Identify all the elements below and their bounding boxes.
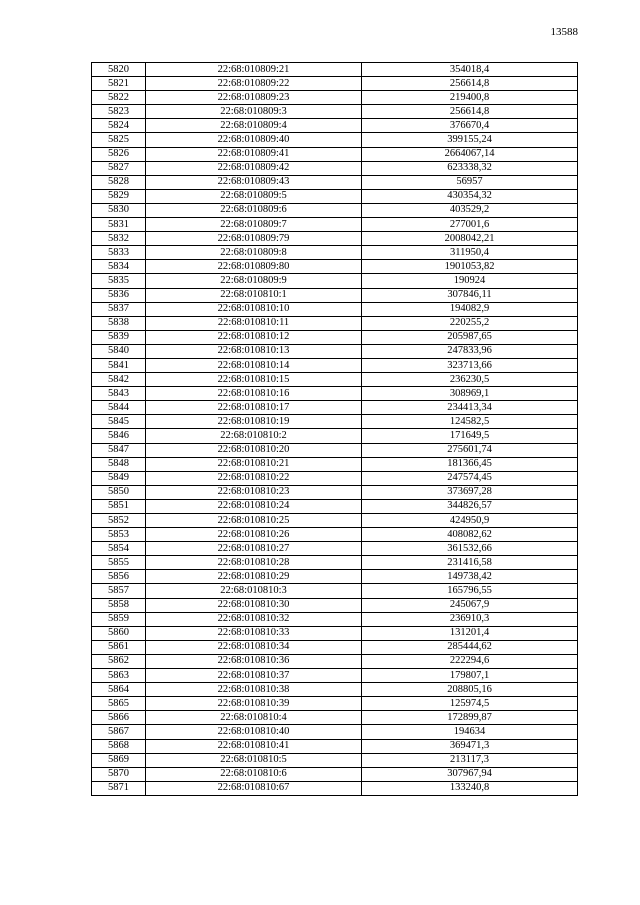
row-number-cell: 5847 — [92, 443, 146, 457]
row-number-cell: 5850 — [92, 485, 146, 499]
value-cell: 236910,3 — [362, 612, 578, 626]
table-row — [92, 147, 578, 161]
table-row — [92, 344, 578, 358]
cadastral-number-cell: 22:68:010810:13 — [146, 344, 362, 358]
value-cell: 308969,1 — [362, 387, 578, 401]
cadastral-number-cell: 22:68:010810:24 — [146, 499, 362, 513]
cadastral-number-cell: 22:68:010809:6 — [146, 203, 362, 217]
value-cell: 165796,55 — [362, 584, 578, 598]
row-number-cell: 5871 — [92, 781, 146, 795]
row-number-cell: 5841 — [92, 358, 146, 372]
table-row — [92, 373, 578, 387]
value-cell: 208805,16 — [362, 683, 578, 697]
row-number-cell: 5834 — [92, 260, 146, 274]
row-number-cell: 5830 — [92, 203, 146, 217]
row-number-cell: 5822 — [92, 91, 146, 105]
cadastral-number-cell: 22:68:010810:38 — [146, 683, 362, 697]
cadastral-number-cell: 22:68:010810:20 — [146, 443, 362, 457]
table-row — [92, 274, 578, 288]
table-row — [92, 683, 578, 697]
row-number-cell: 5827 — [92, 161, 146, 175]
cadastral-number-cell: 22:68:010810:19 — [146, 415, 362, 429]
value-cell: 236230,5 — [362, 373, 578, 387]
cadastral-number-cell: 22:68:010809:3 — [146, 105, 362, 119]
cadastral-number-cell: 22:68:010810:1 — [146, 288, 362, 302]
table-row — [92, 260, 578, 274]
row-number-cell: 5838 — [92, 316, 146, 330]
table-row — [92, 63, 578, 77]
value-cell: 344826,57 — [362, 499, 578, 513]
table-row — [92, 725, 578, 739]
row-number-cell: 5853 — [92, 528, 146, 542]
value-cell: 247833,96 — [362, 344, 578, 358]
row-number-cell: 5860 — [92, 626, 146, 640]
row-number-cell: 5867 — [92, 725, 146, 739]
cadastral-number-cell: 22:68:010810:2 — [146, 429, 362, 443]
cadastral-number-cell: 22:68:010810:32 — [146, 612, 362, 626]
table-row — [92, 232, 578, 246]
table-row — [92, 711, 578, 725]
value-cell: 245067,9 — [362, 598, 578, 612]
row-number-cell: 5837 — [92, 302, 146, 316]
cadastral-number-cell: 22:68:010809:40 — [146, 133, 362, 147]
value-cell: 369471,3 — [362, 739, 578, 753]
row-number-cell: 5842 — [92, 373, 146, 387]
row-number-cell: 5831 — [92, 218, 146, 232]
table-row — [92, 429, 578, 443]
row-number-cell: 5843 — [92, 387, 146, 401]
row-number-cell: 5865 — [92, 697, 146, 711]
page-number: 13588 — [550, 26, 578, 38]
row-number-cell: 5824 — [92, 119, 146, 133]
value-cell: 171649,5 — [362, 429, 578, 443]
value-cell: 403529,2 — [362, 203, 578, 217]
cadastral-number-cell: 22:68:010810:15 — [146, 373, 362, 387]
cadastral-number-cell: 22:68:010810:30 — [146, 598, 362, 612]
cadastral-number-cell: 22:68:010810:23 — [146, 485, 362, 499]
cadastral-number-cell: 22:68:010810:29 — [146, 570, 362, 584]
value-cell: 623338,32 — [362, 161, 578, 175]
table-row — [92, 246, 578, 260]
cadastral-number-cell: 22:68:010810:36 — [146, 654, 362, 668]
row-number-cell: 5836 — [92, 288, 146, 302]
row-number-cell: 5859 — [92, 612, 146, 626]
value-cell: 256614,8 — [362, 105, 578, 119]
cadastral-number-cell: 22:68:010810:12 — [146, 330, 362, 344]
table-row — [92, 119, 578, 133]
row-number-cell: 5849 — [92, 471, 146, 485]
table-row — [92, 302, 578, 316]
cadastral-number-cell: 22:68:010810:40 — [146, 725, 362, 739]
cadastral-number-cell: 22:68:010810:22 — [146, 471, 362, 485]
table-row — [92, 499, 578, 513]
table-row — [92, 626, 578, 640]
table-row — [92, 612, 578, 626]
value-cell: 220255,2 — [362, 316, 578, 330]
value-cell: 219400,8 — [362, 91, 578, 105]
cadastral-number-cell: 22:68:010810:26 — [146, 528, 362, 542]
value-cell: 2008042,21 — [362, 232, 578, 246]
table-row — [92, 584, 578, 598]
row-number-cell: 5835 — [92, 274, 146, 288]
cadastral-number-cell: 22:68:010809:5 — [146, 189, 362, 203]
row-number-cell: 5870 — [92, 767, 146, 781]
table-row — [92, 654, 578, 668]
value-cell: 149738,42 — [362, 570, 578, 584]
value-cell: 125974,5 — [362, 697, 578, 711]
table-row — [92, 542, 578, 556]
cadastral-number-cell: 22:68:010810:27 — [146, 542, 362, 556]
row-number-cell: 5866 — [92, 711, 146, 725]
value-cell: 399155,24 — [362, 133, 578, 147]
value-cell: 194634 — [362, 725, 578, 739]
value-cell: 194082,9 — [362, 302, 578, 316]
value-cell: 190924 — [362, 274, 578, 288]
cadastral-number-cell: 22:68:010809:42 — [146, 161, 362, 175]
cadastral-number-cell: 22:68:010810:6 — [146, 767, 362, 781]
table-row — [92, 443, 578, 457]
cadastral-number-cell: 22:68:010810:14 — [146, 358, 362, 372]
table-row — [92, 218, 578, 232]
table-row — [92, 697, 578, 711]
value-cell: 424950,9 — [362, 514, 578, 528]
row-number-cell: 5825 — [92, 133, 146, 147]
row-number-cell: 5820 — [92, 63, 146, 77]
table-row — [92, 288, 578, 302]
row-number-cell: 5861 — [92, 640, 146, 654]
value-cell: 323713,66 — [362, 358, 578, 372]
row-number-cell: 5868 — [92, 739, 146, 753]
value-cell: 179807,1 — [362, 669, 578, 683]
row-number-cell: 5869 — [92, 753, 146, 767]
value-cell: 354018,4 — [362, 63, 578, 77]
value-cell: 234413,34 — [362, 401, 578, 415]
value-cell: 131201,4 — [362, 626, 578, 640]
value-cell: 247574,45 — [362, 471, 578, 485]
cadastral-number-cell: 22:68:010810:25 — [146, 514, 362, 528]
cadastral-number-cell: 22:68:010810:41 — [146, 739, 362, 753]
row-number-cell: 5856 — [92, 570, 146, 584]
table-row — [92, 640, 578, 654]
row-number-cell: 5863 — [92, 669, 146, 683]
value-cell: 307846,11 — [362, 288, 578, 302]
value-cell: 361532,66 — [362, 542, 578, 556]
table-row — [92, 77, 578, 91]
table-row — [92, 91, 578, 105]
cadastral-number-cell: 22:68:010809:23 — [146, 91, 362, 105]
cadastral-number-cell: 22:68:010810:34 — [146, 640, 362, 654]
table-row — [92, 175, 578, 189]
row-number-cell: 5848 — [92, 457, 146, 471]
table-row — [92, 556, 578, 570]
row-number-cell: 5828 — [92, 175, 146, 189]
cadastral-number-cell: 22:68:010809:41 — [146, 147, 362, 161]
value-cell: 56957 — [362, 175, 578, 189]
value-cell: 277001,6 — [362, 218, 578, 232]
row-number-cell: 5855 — [92, 556, 146, 570]
value-cell: 133240,8 — [362, 781, 578, 795]
table-row — [92, 387, 578, 401]
value-cell: 430354,32 — [362, 189, 578, 203]
table-row — [92, 570, 578, 584]
value-cell: 205987,65 — [362, 330, 578, 344]
value-cell: 213117,3 — [362, 753, 578, 767]
table-row — [92, 471, 578, 485]
cadastral-number-cell: 22:68:010810:11 — [146, 316, 362, 330]
cadastral-number-cell: 22:68:010809:8 — [146, 246, 362, 260]
row-number-cell: 5851 — [92, 499, 146, 513]
value-cell: 181366,45 — [362, 457, 578, 471]
cadastral-number-cell: 22:68:010809:4 — [146, 119, 362, 133]
value-cell: 2664067,14 — [362, 147, 578, 161]
cadastral-number-cell: 22:68:010809:80 — [146, 260, 362, 274]
cadastral-number-cell: 22:68:010810:3 — [146, 584, 362, 598]
table-row — [92, 739, 578, 753]
table-row — [92, 189, 578, 203]
value-cell: 124582,5 — [362, 415, 578, 429]
table-row — [92, 358, 578, 372]
table-row — [92, 105, 578, 119]
table-row — [92, 528, 578, 542]
cadastral-number-cell: 22:68:010809:22 — [146, 77, 362, 91]
cadastral-number-cell: 22:68:010810:67 — [146, 781, 362, 795]
value-cell: 172899,87 — [362, 711, 578, 725]
row-number-cell: 5840 — [92, 344, 146, 358]
row-number-cell: 5864 — [92, 683, 146, 697]
table-row — [92, 598, 578, 612]
row-number-cell: 5858 — [92, 598, 146, 612]
row-number-cell: 5845 — [92, 415, 146, 429]
table-row — [92, 457, 578, 471]
row-number-cell: 5854 — [92, 542, 146, 556]
table-row — [92, 203, 578, 217]
cadastral-number-cell: 22:68:010810:21 — [146, 457, 362, 471]
row-number-cell: 5857 — [92, 584, 146, 598]
row-number-cell: 5839 — [92, 330, 146, 344]
cadastral-number-cell: 22:68:010810:10 — [146, 302, 362, 316]
row-number-cell: 5862 — [92, 654, 146, 668]
row-number-cell: 5821 — [92, 77, 146, 91]
table-row — [92, 330, 578, 344]
row-number-cell: 5823 — [92, 105, 146, 119]
value-cell: 231416,58 — [362, 556, 578, 570]
value-cell: 222294,6 — [362, 654, 578, 668]
value-cell: 376670,4 — [362, 119, 578, 133]
value-cell: 408082,62 — [362, 528, 578, 542]
cadastral-number-cell: 22:68:010809:9 — [146, 274, 362, 288]
row-number-cell: 5833 — [92, 246, 146, 260]
value-cell: 275601,74 — [362, 443, 578, 457]
table-row — [92, 669, 578, 683]
value-cell: 1901053,82 — [362, 260, 578, 274]
table-row — [92, 401, 578, 415]
table-row — [92, 753, 578, 767]
table-row — [92, 415, 578, 429]
row-number-cell: 5852 — [92, 514, 146, 528]
data-table — [91, 62, 578, 796]
table-row — [92, 133, 578, 147]
value-cell: 256614,8 — [362, 77, 578, 91]
cadastral-number-cell: 22:68:010810:5 — [146, 753, 362, 767]
value-cell: 373697,28 — [362, 485, 578, 499]
value-cell: 311950,4 — [362, 246, 578, 260]
table-row — [92, 767, 578, 781]
cadastral-number-cell: 22:68:010810:39 — [146, 697, 362, 711]
cadastral-number-cell: 22:68:010810:37 — [146, 669, 362, 683]
cadastral-number-cell: 22:68:010809:79 — [146, 232, 362, 246]
table-row — [92, 161, 578, 175]
table-row — [92, 514, 578, 528]
table-row — [92, 316, 578, 330]
cadastral-number-cell: 22:68:010810:28 — [146, 556, 362, 570]
row-number-cell: 5844 — [92, 401, 146, 415]
table-body — [92, 63, 578, 796]
value-cell: 307967,94 — [362, 767, 578, 781]
cadastral-number-cell: 22:68:010809:21 — [146, 63, 362, 77]
row-number-cell: 5829 — [92, 189, 146, 203]
cadastral-number-cell: 22:68:010810:17 — [146, 401, 362, 415]
cadastral-number-cell: 22:68:010810:4 — [146, 711, 362, 725]
value-cell: 285444,62 — [362, 640, 578, 654]
row-number-cell: 5826 — [92, 147, 146, 161]
table-row — [92, 781, 578, 795]
cadastral-number-cell: 22:68:010810:16 — [146, 387, 362, 401]
cadastral-number-cell: 22:68:010809:43 — [146, 175, 362, 189]
cadastral-number-cell: 22:68:010810:33 — [146, 626, 362, 640]
row-number-cell: 5832 — [92, 232, 146, 246]
table-row — [92, 485, 578, 499]
cadastral-number-cell: 22:68:010809:7 — [146, 218, 362, 232]
row-number-cell: 5846 — [92, 429, 146, 443]
